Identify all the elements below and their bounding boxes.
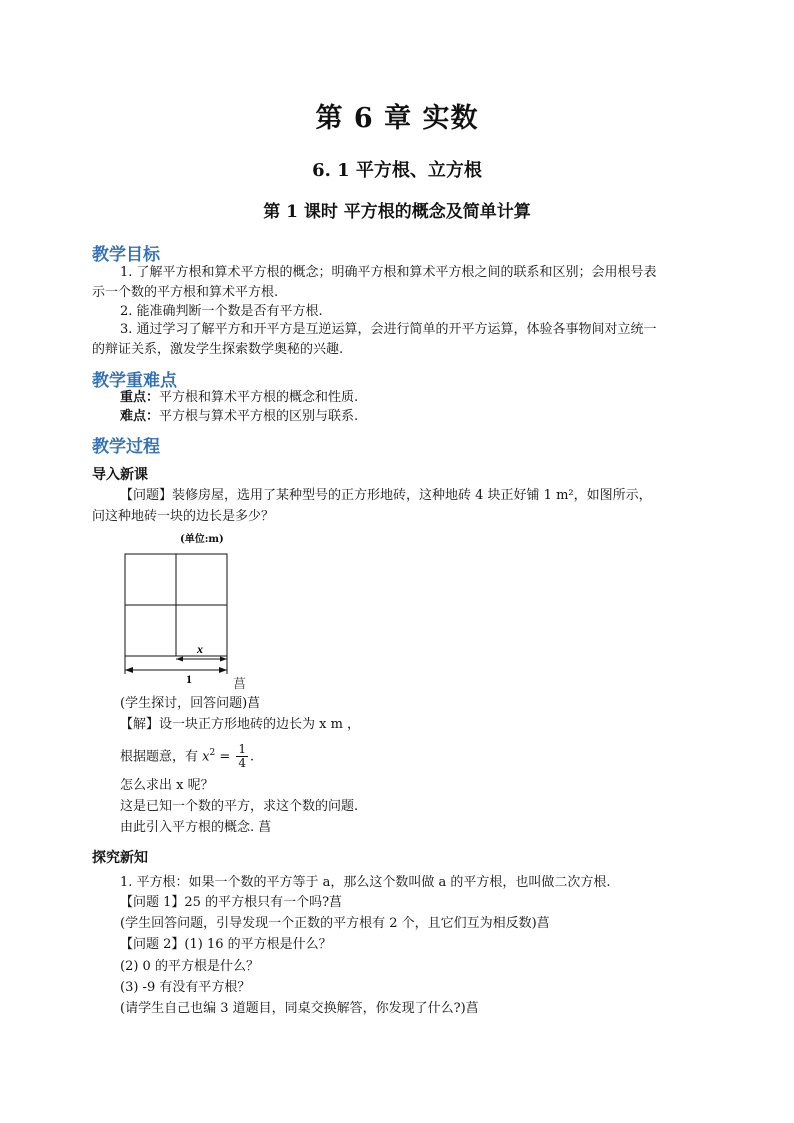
goal-1-line-1: 1. 了解平方根和算术平方根的概念；明确平方根和算术平方根之间的联系和区别；会用根号表 bbox=[120, 265, 657, 280]
equation-variable: x bbox=[202, 749, 210, 765]
difficulty-text: 平方根与算术平方根的区别与联系. bbox=[159, 409, 359, 424]
arrow-x-left bbox=[176, 657, 183, 662]
question-1-note: (学生回答问题，引导发现一个正数的平方根有 2 个，且它们互为相反数)菖 bbox=[120, 916, 550, 931]
question-2-part-2: (2) 0 的平方根是什么？ bbox=[120, 959, 259, 974]
question-2-note: (请学生自己也编 3 道题目，同桌交换解答，你发现了什么?)菖 bbox=[120, 1001, 479, 1016]
fraction-numerator: 1 bbox=[238, 742, 247, 757]
discuss-line: (学生探讨，回答问题)菖 bbox=[120, 696, 261, 711]
goals-heading: 教学目标 bbox=[92, 245, 160, 265]
focus-text: 平方根和算术平方根的概念和性质. bbox=[159, 390, 359, 405]
arrow-total-right bbox=[219, 667, 227, 673]
equation-end: . bbox=[250, 749, 255, 765]
process-heading: 教学过程 bbox=[92, 437, 160, 457]
question-how: 怎么求出 x 呢？ bbox=[120, 778, 214, 793]
goal-3-line-1: 3. 通过学习了解平方和开平方是互逆运算，会进行简单的开平方运算，体验各事物间对立统一 bbox=[120, 322, 657, 337]
key-points-heading: 教学重难点 bbox=[92, 371, 177, 391]
explore-heading: 探究新知 bbox=[92, 850, 148, 866]
goal-1-line-2: 示一个数的平方根和算术平方根. bbox=[92, 285, 279, 300]
problem-line-1: 【问题】装修房屋，选用了某种型号的正方形地砖，这种地砖 4 块正好铺 1 m²，如图所示， bbox=[120, 488, 652, 503]
arrow-x-right bbox=[220, 657, 227, 662]
question-1: 【问题 1】25 的平方根只有一个吗?菖 bbox=[120, 895, 343, 910]
question-intro: 由此引入平方根的概念. 菖 bbox=[120, 820, 272, 835]
focus-line: 重点：平方根和算术平方根的概念和性质. bbox=[120, 390, 359, 405]
question-2-part-3: (3) -9 有没有平方根？ bbox=[120, 980, 251, 995]
intro-heading: 导入新课 bbox=[92, 467, 148, 483]
chapter-title: 第 6 章 实数 bbox=[315, 103, 479, 134]
equation-equals: = bbox=[215, 749, 235, 765]
problem-line-2: 问这种地砖一块的边长是多少？ bbox=[92, 509, 275, 524]
definition-line: 1. 平方根：如果一个数的平方等于 a，那么这个数叫做 a 的平方根，也叫做二次方根. bbox=[120, 875, 611, 890]
solution-line-2 bbox=[120, 738, 254, 772]
goal-3-line-2: 的辩证关系，激发学生探索数学奥秘的兴趣. bbox=[92, 342, 344, 357]
solution-line-1: 【解】设一块正方形地砖的边长为 x m ， bbox=[120, 717, 361, 732]
solution-prefix: 根据题意，有 bbox=[120, 749, 203, 765]
lesson-title: 第 1 课时 平方根的概念及简单计算 bbox=[263, 202, 531, 222]
equation-exponent: 2 bbox=[209, 748, 216, 758]
equation-fraction bbox=[236, 743, 248, 770]
one-label: 1 bbox=[186, 672, 192, 686]
fraction-denominator: 4 bbox=[238, 756, 247, 771]
question-2: 【问题 2】(1) 16 的平方根是什么？ bbox=[120, 937, 332, 952]
section-title: 6. 1 平方根、立方根 bbox=[312, 160, 482, 181]
difficulty-line: 难点：平方根与算术平方根的区别与联系. bbox=[120, 409, 359, 424]
tile-figure bbox=[120, 550, 232, 686]
question-known: 这是已知一个数的平方，求这个数的问题. bbox=[120, 799, 359, 814]
figure-trailing-mark: 菖 bbox=[233, 677, 247, 692]
focus-label: 重点 bbox=[120, 390, 147, 405]
difficulty-label: 难点 bbox=[120, 409, 147, 424]
figure-unit-label: (单位:m) bbox=[180, 534, 224, 545]
arrow-total-left bbox=[125, 667, 133, 673]
goal-2: 2. 能准确判断一个数是否有平方根. bbox=[120, 304, 323, 319]
x-label: x bbox=[197, 642, 203, 656]
